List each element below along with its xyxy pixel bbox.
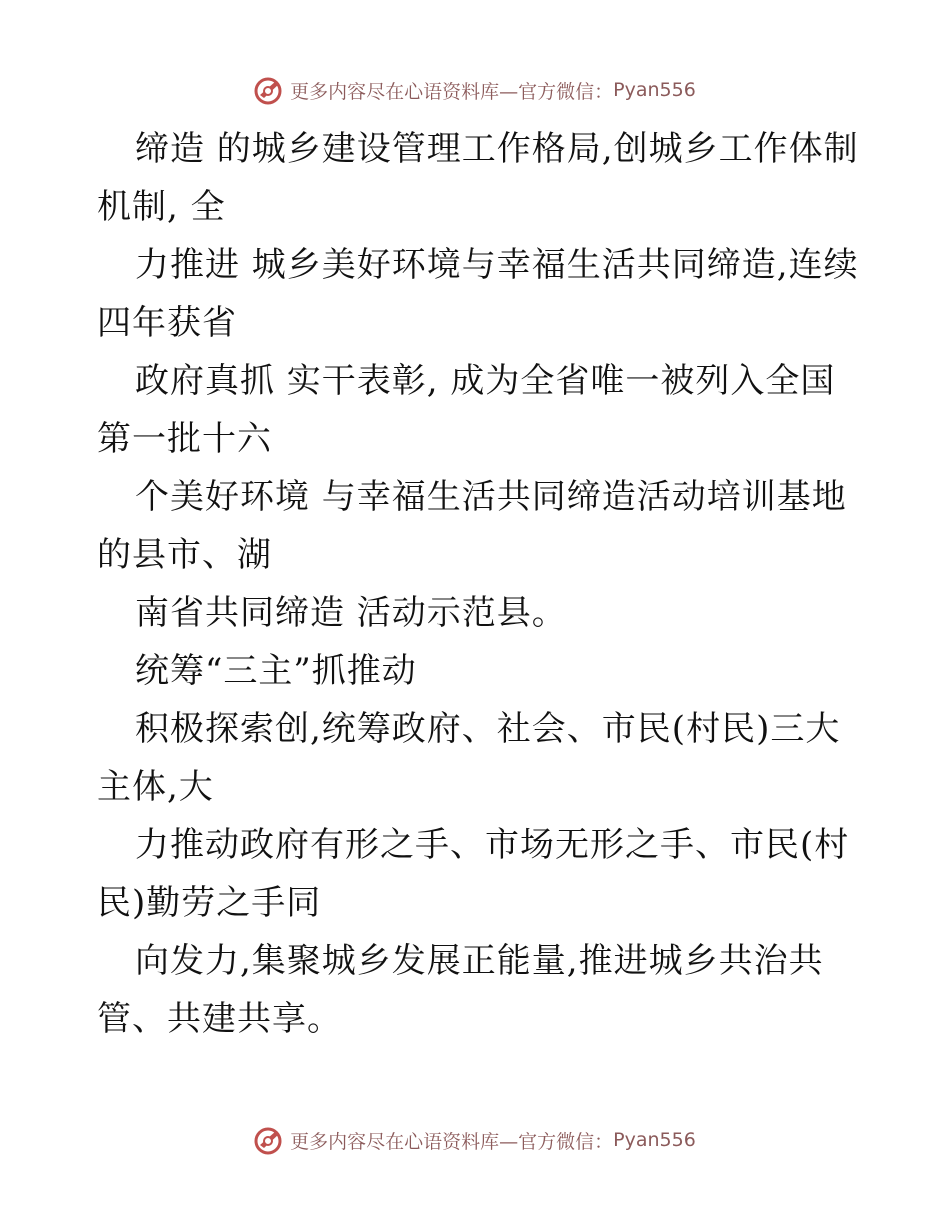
footer-banner xyxy=(0,1120,950,1160)
text-line: 个美好环境 与幸福生活共同缔造活动培训基地 xyxy=(135,477,847,517)
text-line: 四年获省 xyxy=(97,303,237,343)
text-line: 的县市、湖 xyxy=(97,535,272,575)
document-body xyxy=(97,120,857,1048)
logo-icon xyxy=(254,1125,284,1155)
text-line: 政府真抓 实干表彰, 成为全省唯一被列入全国 xyxy=(135,361,836,401)
section-heading: 统筹“三主”抓推动 xyxy=(135,651,417,691)
banner-wechat-id: Pyan556 xyxy=(613,1129,696,1151)
text-line: 力推进 城乡美好环境与幸福生活共同缔造,连续 xyxy=(135,245,859,285)
text-line: 民)勤劳之手同 xyxy=(97,883,322,923)
text-line: 向发力,集聚城乡发展正能量,推进城乡共治共 xyxy=(135,941,824,981)
text-line: 积极探索创,统筹政府、社会、市民(村民)三大 xyxy=(135,709,841,749)
banner-wechat-id: Pyan556 xyxy=(613,79,696,101)
text-line: 管、共建共享。 xyxy=(97,999,342,1039)
banner-text: 更多内容尽在心语资料库—官方微信： xyxy=(290,80,614,103)
banner-text: 更多内容尽在心语资料库—官方微信： xyxy=(290,1130,614,1153)
text-line: 主体,大 xyxy=(97,767,214,807)
logo-icon xyxy=(254,75,284,105)
header-banner xyxy=(0,70,950,110)
text-line: 力推动政府有形之手、市场无形之手、市民(村 xyxy=(135,825,850,865)
text-line: 南省共同缔造 活动示范县。 xyxy=(135,593,567,633)
text-line: 机制, 全 xyxy=(97,187,226,227)
text-line: 缔造 的城乡建设管理工作格局,创城乡工作体制 xyxy=(135,129,859,169)
text-line: 第一批十六 xyxy=(97,419,272,459)
